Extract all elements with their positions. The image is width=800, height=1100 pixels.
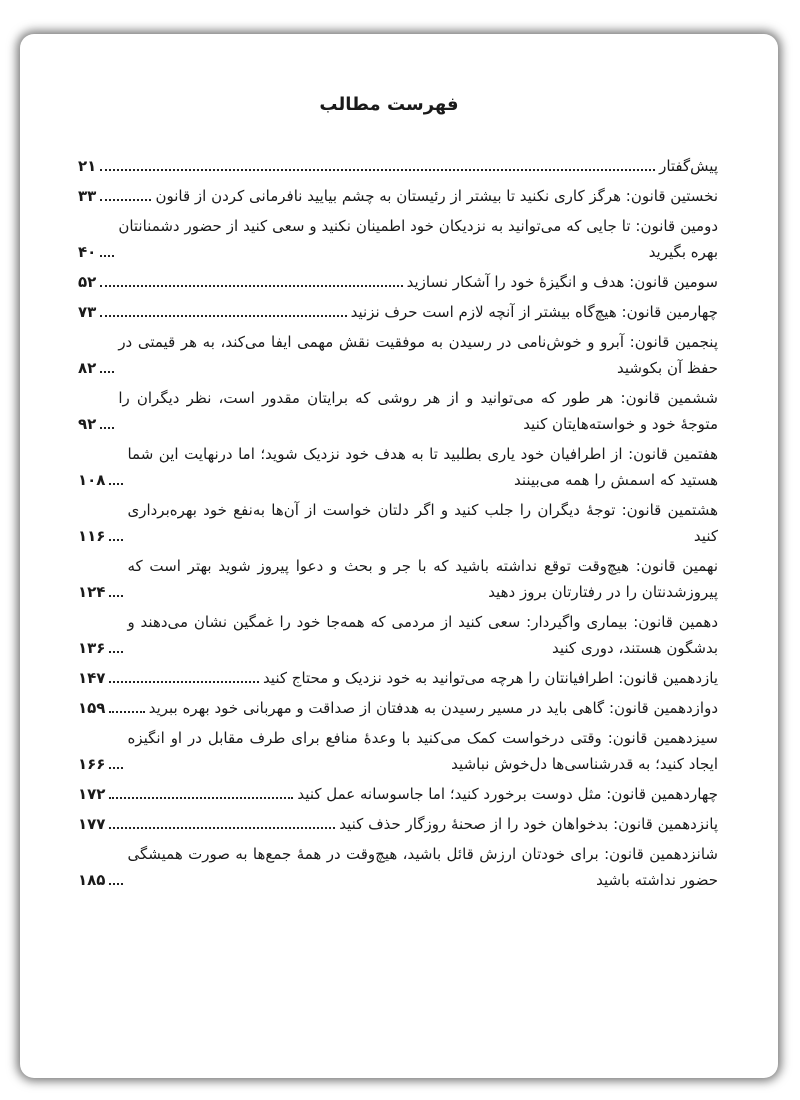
book-page (20, 34, 778, 1078)
dot-leader (109, 827, 335, 829)
toc-entry-title: چهارمین قانون: هیچ‌گاه بیشتر از آنچه لازم است حرف نزنید (350, 303, 718, 321)
toc-entry-title: هفتمین قانون: از اطرافیان خود یاری بطلبید تا به هدف خود نزدیک شوید؛ اما درنهایت این شما هستید که اسمش را همه می‌بینند (127, 445, 718, 489)
toc-page-number: ۱۷۲ (78, 785, 106, 803)
dot-leader (109, 681, 258, 683)
toc-entry (78, 299, 718, 325)
toc-page-number: ۷۳ (78, 303, 97, 321)
toc-entry (78, 553, 718, 605)
toc-entry-title: یازدهمین قانون: اطرافیانتان را هرچه می‌توانید به خود نزدیک و محتاج کنید (262, 669, 718, 687)
toc-page-number: ۱۳۶ (78, 639, 106, 657)
toc-entry-title: پیش‌گفتار (659, 157, 718, 175)
toc-page-number: ۴۰ (78, 243, 97, 261)
toc-page-number: ۵۲ (78, 273, 97, 291)
page-title: فهرست مطالب (319, 94, 459, 115)
toc-entry (78, 153, 718, 179)
toc-entry-title: چهاردهمین قانون: مثل دوست برخورد کنید؛ اما جاسوسانه عمل کنید (297, 785, 718, 803)
toc-entry (78, 441, 718, 493)
toc-entry-title: دهمین قانون: بیماری واگیردار: سعی کنید از مردمی که همه‌جا خود را غمگین نشان می‌دهند و بدشگون هستند، دوری کنید (127, 613, 718, 657)
dot-leader (100, 427, 114, 429)
dot-leader (100, 255, 114, 257)
dot-leader (109, 595, 123, 597)
toc-entry (78, 385, 718, 437)
table-of-contents (78, 94, 718, 897)
toc-entry-title: دومین قانون: تا جایی که می‌توانید به نزدیکان خود اطمینان نکنید و سعی کنید از حضور دشمنانتان بهره بگیرید (118, 217, 718, 261)
toc-entry (78, 665, 718, 691)
toc-entry (78, 609, 718, 661)
toc-page-number: ۱۶۶ (78, 755, 106, 773)
dot-leader (109, 539, 123, 541)
toc-entry (78, 695, 718, 721)
toc-entry-title: ششمین قانون: هر طور که می‌توانید و از هر روشی که برایتان مقدور است، نظر دیگران را متوجهٔ خود و خواسته‌هایتان کنید (118, 389, 718, 433)
dot-leader (100, 169, 655, 171)
dot-leader (100, 371, 114, 373)
toc-page-number: ۱۴۷ (78, 669, 106, 687)
toc-entry-title: دوازدهمین قانون: گاهی باید در مسیر رسیدن به هدفتان از صداقت و مهربانی خود بهره ببرید (148, 699, 718, 717)
toc-page-number: ۲۱ (78, 157, 97, 175)
toc-entry-title: نهمین قانون: هیچ‌وقت توقع نداشته باشید که با جر و بحث و دعوا پیروز شوید بهتر است که پیروزشدنتان را در رفتارتان بروز دهید (127, 557, 718, 601)
toc-entry (78, 183, 718, 209)
toc-entry-title: شانزدهمین قانون: برای خودتان ارزش قائل باشید، هیچ‌وقت در همهٔ جمع‌ها به صورت همیشگی حضور نداشته باشید (127, 845, 718, 889)
toc-entry-title: سومین قانون: هدف و انگیزهٔ خود را آشکار نسازید (406, 273, 718, 291)
toc-page-number: ۸۲ (78, 359, 97, 377)
dot-leader (100, 285, 402, 287)
toc-page-number: ۹۲ (78, 415, 97, 433)
toc-list (78, 153, 718, 893)
toc-entry (78, 841, 718, 893)
toc-entry (78, 213, 718, 265)
toc-entry (78, 497, 718, 549)
dot-leader (100, 315, 346, 317)
toc-page-number: ۱۲۴ (78, 583, 106, 601)
toc-entry-title: نخستین قانون: هرگز کاری نکنید تا بیشتر از رئیستان به چشم بیایید نافرمانی کردن از قانون (155, 187, 718, 205)
toc-entry-title: پنجمین قانون: آبرو و خوش‌نامی در رسیدن به موفقیت نقش مهمی ایفا می‌کند، به هر قیمتی در حفظ آن بکوشید (118, 333, 718, 377)
toc-page-number: ۱۸۵ (78, 871, 106, 889)
toc-page-number: ۳۳ (78, 187, 97, 205)
toc-page-number: ۱۷۷ (78, 815, 106, 833)
toc-entry (78, 269, 718, 295)
toc-page-number: ۱۰۸ (78, 471, 106, 489)
dot-leader (109, 797, 293, 799)
toc-entry-title: هشتمین قانون: توجهٔ دیگران را جلب کنید و اگر دلتان خواست از آن‌ها به‌نفع خود بهره‌برداری کنید (127, 501, 718, 545)
dot-leader (100, 199, 151, 201)
toc-entry (78, 811, 718, 837)
toc-entry (78, 781, 718, 807)
toc-entry-title: سیزدهمین قانون: وقتی درخواست کمک می‌کنید با وعدهٔ منافع برای طرف مقابل در او انگیزه ایجاد کنید؛ به قدرشناسی‌ها دل‌خوش نباشید (127, 729, 718, 773)
toc-page-number: ۱۵۹ (78, 699, 106, 717)
dot-leader (109, 883, 123, 885)
dot-leader (109, 711, 144, 713)
dot-leader (109, 767, 123, 769)
toc-entry-title: پانزدهمین قانون: بدخواهان خود را از صحنهٔ روزگار حذف کنید (339, 815, 718, 833)
toc-page-number: ۱۱۶ (78, 527, 106, 545)
toc-entry (78, 725, 718, 777)
dot-leader (109, 483, 123, 485)
dot-leader (109, 651, 123, 653)
toc-entry (78, 329, 718, 381)
